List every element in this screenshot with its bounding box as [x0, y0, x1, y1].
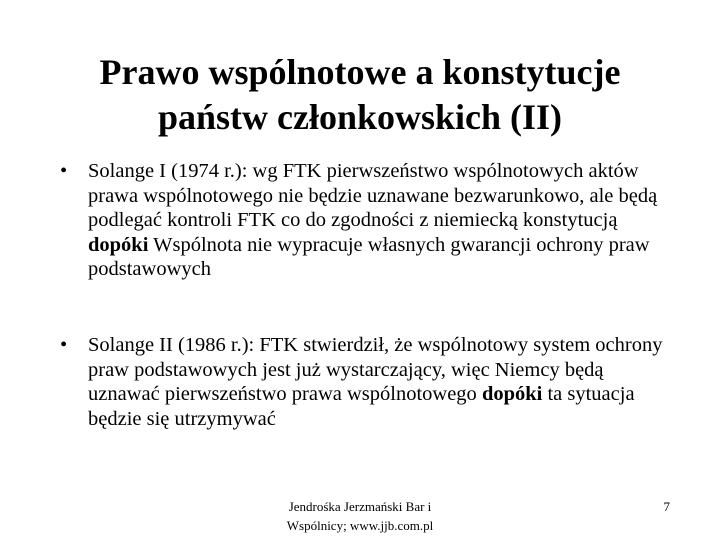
bullet-emphasis: dopóki	[88, 233, 149, 256]
slide-title-line-2: państw członkowskich (II)	[157, 97, 563, 137]
bullet-item-solange-1	[60, 159, 670, 282]
footer-line-2: Wspólnicy; www.jjb.com.pl	[286, 518, 434, 533]
bullet-text	[88, 159, 670, 282]
bullet-marker: •	[60, 160, 68, 182]
slide-footer	[250, 497, 470, 535]
footer-line-1: Jendrośka Jerzmański Bar i	[288, 499, 432, 514]
bullet-emphasis: dopóki	[481, 383, 543, 405]
bullet-text	[88, 333, 670, 431]
page-number: 7	[663, 499, 670, 514]
bullet-text-part: Solange I (1974 r.): wg FTK pierwszeństwo wspólnotowych aktów prawa wspólnotowego nie będzie uznawane bezwarunkowo, ale będą podlegać kontroli FTK co do zgodności z niemiecką konstytucją	[88, 160, 658, 231]
bullet-text-part: ta sytuacja będzie się utrzymywać	[88, 383, 635, 430]
bullet-text-part: Solange II (1986 r.): FTK stwierdził, że wspólnotowy system ochrony praw podstawowych jest już wystarczający, więc Niemcy będą uznawać pierwszeństwo prawa wspólnotowego	[88, 334, 663, 405]
bullet-text-part: Wspólnota nie wypracuje własnych gwarancji ochrony praw podstawowych	[88, 233, 650, 280]
bullet-marker: •	[60, 334, 68, 356]
bullet-item-solange-2	[60, 333, 670, 431]
slide-title-line-1: Prawo wspólnotowe a konstytucje	[99, 52, 621, 92]
slide-title	[40, 50, 680, 140]
